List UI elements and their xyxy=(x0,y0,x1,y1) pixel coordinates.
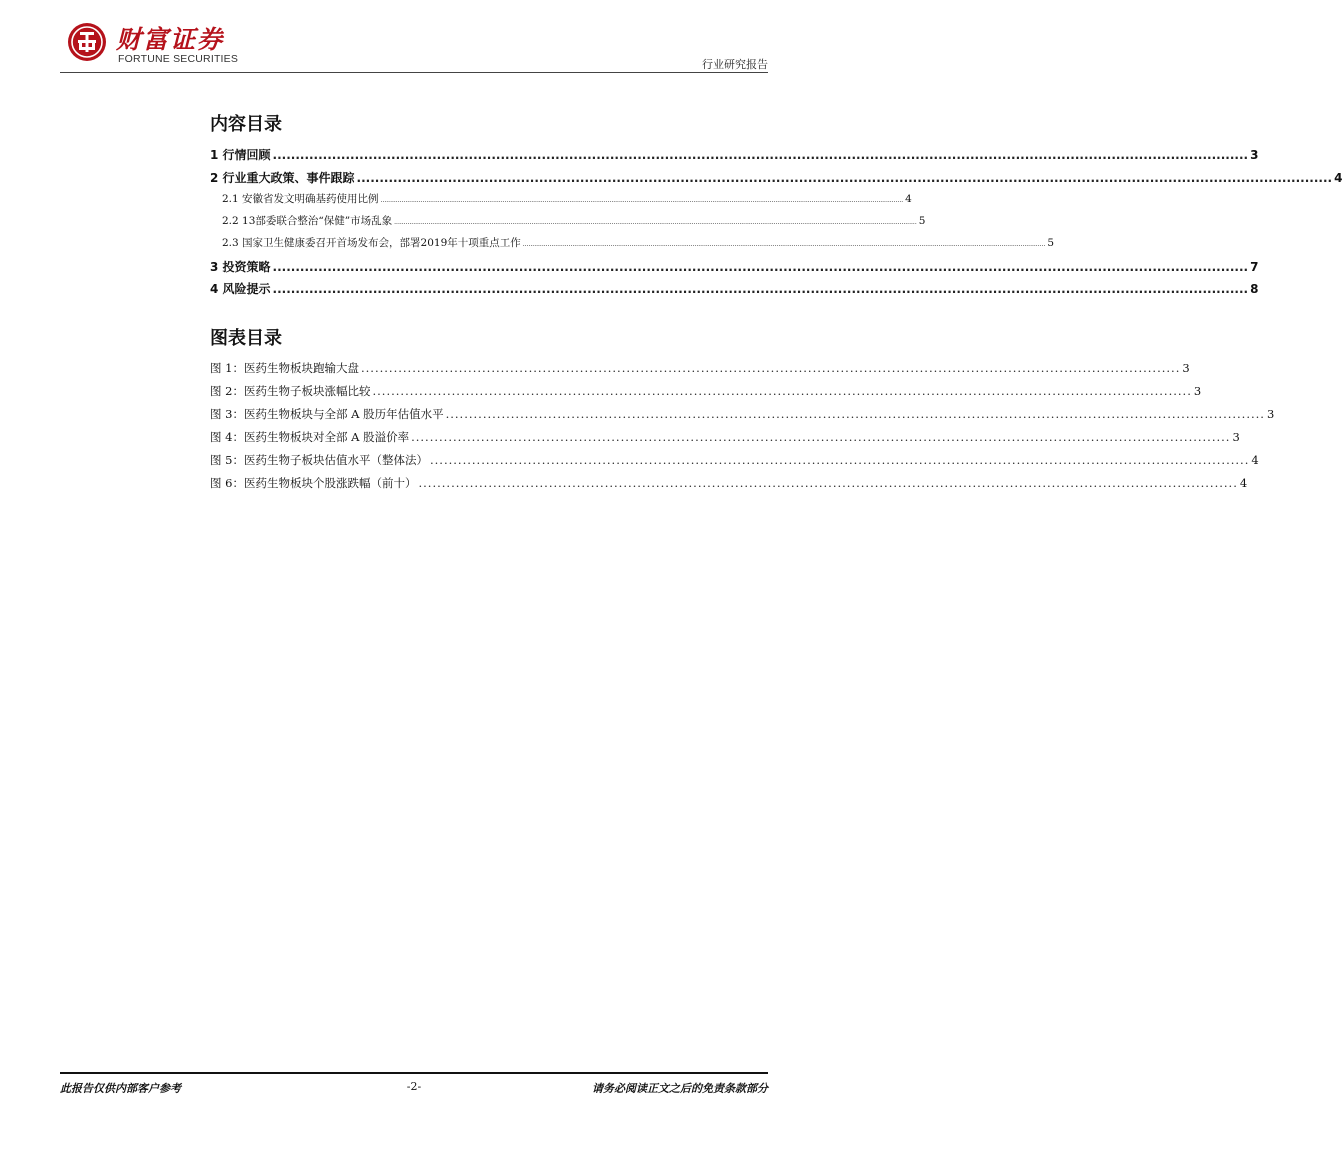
figure-item-label: 图 4：医药生物板块对全部 A 股溢价率 xyxy=(210,430,410,444)
footer-notice: 请务必阅读正文之后的免责条款部分 xyxy=(592,1082,768,1095)
figure-item-page: 3 xyxy=(1266,407,1275,421)
figure-item-label: 图 6：医药生物板块个股涨跌幅（前十） xyxy=(210,476,417,490)
report-type: 行业研究报告 xyxy=(702,58,768,71)
figure-item[interactable] xyxy=(210,360,1190,376)
figure-item-label: 图 3：医药生物板块与全部 A 股历年估值水平 xyxy=(210,407,444,421)
contents-title: 内容目录 xyxy=(210,114,282,135)
toc-item-page: 5 xyxy=(918,215,926,227)
figure-item-page: 4 xyxy=(1239,476,1248,490)
toc-item[interactable] xyxy=(210,213,926,228)
brand-name-cn: 财富证券 xyxy=(116,25,225,54)
toc-item-label: 1 行情回顾 xyxy=(210,148,271,162)
brand-name-en: FORTUNE SECURITIES xyxy=(118,53,239,65)
toc-item-label: 4 风险提示 xyxy=(210,282,271,296)
toc-item-page: 7 xyxy=(1250,260,1259,274)
company-logo xyxy=(66,18,256,70)
footer-divider xyxy=(60,1072,768,1074)
figure-item[interactable] xyxy=(210,406,1275,422)
toc-item[interactable] xyxy=(210,169,1342,186)
figure-item-page: 4 xyxy=(1251,453,1259,467)
toc-item[interactable] xyxy=(210,191,912,206)
toc-leader: .................................................................................................................................................................................................................................................................................. xyxy=(522,241,1046,248)
footer-disclaimer: 此报告仅供内部客户参考 xyxy=(60,1082,181,1095)
toc-item-label: 2 行业重大政策、事件跟踪 xyxy=(210,171,355,185)
toc-leader: ...................................................................................................................................................................................................................... xyxy=(272,260,1249,274)
figures-title: 图表目录 xyxy=(210,328,282,349)
figure-item-page: 3 xyxy=(1193,384,1202,398)
figure-item-page: 3 xyxy=(1182,361,1190,375)
toc-item-label: 2.2 13部委联合整治“保健”市场乱象 xyxy=(222,215,393,227)
toc-leader: ...................................................................................................................................................................................................................... xyxy=(272,148,1249,162)
toc-leader: ................................................................................................................................................................................ xyxy=(372,384,1192,398)
toc-leader: ................................................................................................................................................................................ xyxy=(411,430,1231,444)
toc-item-label: 2.1 安徽省发文明确基药使用比例 xyxy=(222,193,379,205)
toc-leader: ................................................................................................................................................................................ xyxy=(429,453,1250,467)
toc-item-label: 3 投资策略 xyxy=(210,260,271,274)
toc-leader: ...................................................................................................................................................................................................................... xyxy=(356,171,1333,185)
toc-item[interactable] xyxy=(210,258,1259,275)
toc-item[interactable] xyxy=(210,146,1259,163)
toc-item[interactable] xyxy=(210,280,1259,297)
page-number: -2- xyxy=(406,1080,422,1093)
toc-leader: ................................................................................................................................................................................ xyxy=(360,361,1181,375)
toc-leader: ...................................................................................................................................................................................................................... xyxy=(272,282,1249,296)
toc-item-label: 2.3 国家卫生健康委召开首场发布会，部署2019年十项重点工作 xyxy=(222,237,521,249)
toc-leader: .................................................................................................................................................................................................................................................................................. xyxy=(380,197,904,204)
figure-item[interactable] xyxy=(210,383,1202,399)
toc-item[interactable] xyxy=(210,235,1055,250)
header-divider xyxy=(60,72,768,73)
figure-item[interactable] xyxy=(210,429,1240,445)
toc-leader: ................................................................................................................................................................................ xyxy=(445,407,1265,421)
figure-item-label: 图 5：医药生物子板块估值水平（整体法） xyxy=(210,453,428,467)
toc-item-page: 8 xyxy=(1250,282,1259,296)
toc-leader: ................................................................................................................................................................................ xyxy=(418,476,1238,490)
toc-item-page: 4 xyxy=(905,193,912,205)
page-header xyxy=(60,18,768,72)
figure-item-label: 图 1：医药生物板块跑输大盘 xyxy=(210,361,359,375)
figure-item[interactable] xyxy=(210,452,1259,468)
figure-item[interactable] xyxy=(210,475,1248,491)
toc-item-page: 5 xyxy=(1047,237,1055,249)
figure-item-label: 图 2：医药生物子板块涨幅比较 xyxy=(210,384,371,398)
fortune-seal-icon xyxy=(66,21,108,63)
page-footer xyxy=(60,1080,768,1100)
toc-item-page: 4 xyxy=(1334,171,1342,185)
toc-leader: .................................................................................................................................................................................................................................................................................. xyxy=(394,219,917,226)
figure-item-page: 3 xyxy=(1232,430,1240,444)
toc-item-page: 3 xyxy=(1250,148,1259,162)
